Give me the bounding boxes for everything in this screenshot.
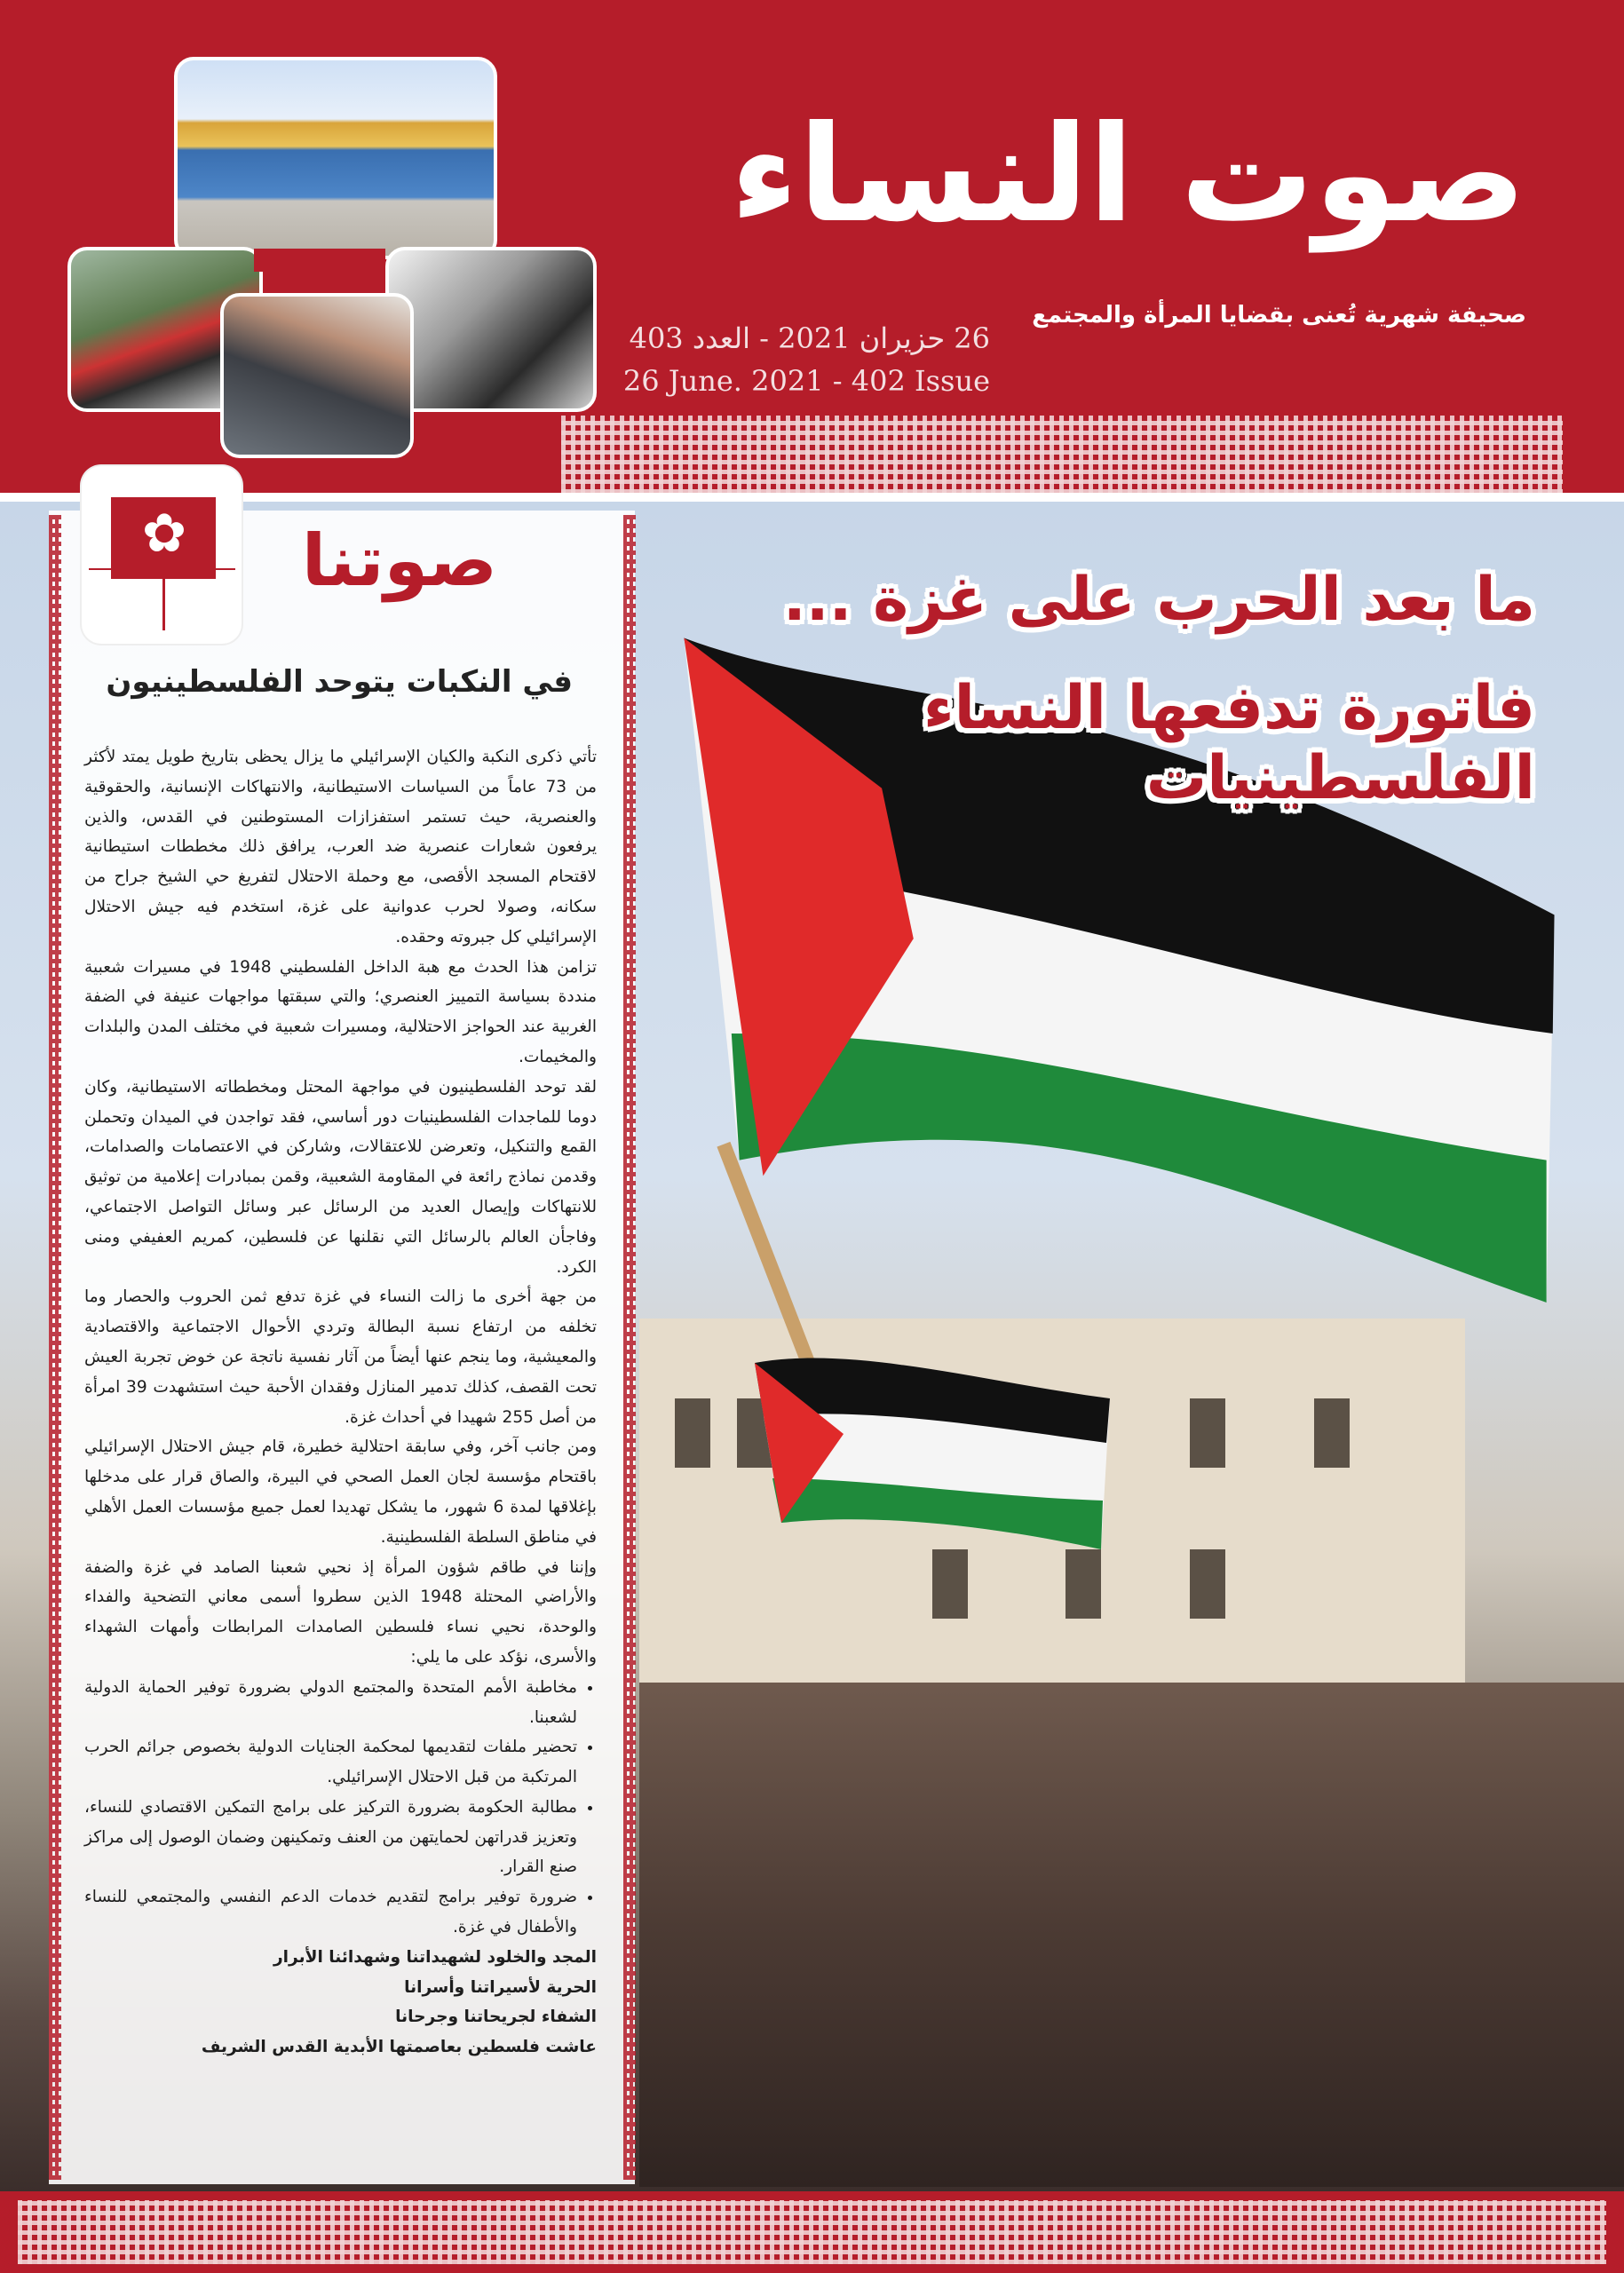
collage-accent-bar: [254, 249, 385, 272]
divider: [0, 493, 1624, 502]
collage-photo-soldier: [220, 293, 414, 458]
closing-line: المجد والخلود لشهيداتنا وشهدائنا الأبرار: [273, 1947, 597, 1967]
logo-stem: [162, 568, 165, 630]
column-title: صوتنا: [301, 519, 497, 602]
embroidery-border-left: [49, 515, 61, 2180]
paragraph: من جهة أخرى ما زالت النساء في غزة تدفع ثمن الحروب والحصار وما تخلفه من ارتفاع نسبة البطالة وتردي الأحوال الاجتماعية والاقتصادية والمعيشية، وما ينجم عنها أيضاً من آثار نفسية ناتجة عن خوض تجربة العيش تحت القصف، كذلك تدمير المنازل وفقدان الأحبة حيث استشهدت 39 امرأة من أصل 255 شهيدا في أحداث غزة.: [84, 1287, 598, 1427]
headline-line-2: فاتورة تدفعها النساء الفلسطينيات: [923, 673, 1535, 813]
list-item: • مطالبة الحكومة بضرورة التركيز على برامج التمكين الاقتصادي للنساء، وتعزيز قدراتهن لحمايتهن من العنف وتمكينهن وضمان الوصول إلى مراكز صنع القرار.: [84, 1793, 577, 1882]
list-item: • مخاطبة الأمم المتحدة والمجتمع الدولي بضرورة توفير الحماية الدولية لشعبنا.: [84, 1673, 577, 1733]
paragraph: لقد توحد الفلسطينيون في مواجهة المحتل ومخططاته الاستيطانية، وكان دوما للماجدات الفلسطينيات دور أساسي، فقد تواجدن في الميدان وتحملن القمع والتنكيل، وتعرضن للاعتقالات، وشاركن في الاعتصامات والصدامات، وقدمن نماذج رائعة في المقاومة الشعبية، وقمن بمبادرات إعلامية من توثيق للانتهاكات وإيصال العديد من الرسائل عبر وسائل التواصل الاجتماعي، وفاجأن العالم بالرسائل التي نقلنها عن فلسطين، كمريم العفيفي ومنى الكرد.: [84, 1077, 597, 1277]
closing-line: الحرية لأسيراتنا وأسرانا: [404, 1977, 597, 1997]
closing-line: الشفاء لجريحاتنا وجرحانا: [395, 2008, 597, 2027]
paragraph: تأتي ذكرى النكبة والكيان الإسرائيلي ما يزال يحظى بتاريخ طويل يمتد لأكثر من 73 عاماً من السياسات الاستيطانية، والانتهاكات الإنسانية، والحقوقية والعنصرية، حيث تستمر استفزازات المستوطنين في القدس، والذين يرفعون شعارات عنصرية ضد العرب، يرافق ذلك مخططات استيطانية لاقتحام المسجد الأقصى، مع وحملة الاحتلال لتفريغ حي الشيخ جراح من سكانه، وصولا لحرب عدوانية على غزة، استخدم فيه جيش الاحتلال الإسرائيلي كل جبروته وحقده.: [84, 748, 597, 946]
editorial-body: [84, 742, 597, 2063]
embroidery-border-right: [623, 515, 636, 2180]
paragraph: وإننا في طاقم شؤون المرأة إذ نحيي شعبنا الصامد في غزة والضفة والأراضي المحتلة 1948 الذين سطروا أسمى معاني التضحية والفداء والوحدة، نحيي نساء فلسطين الصامدات المرابطات وأمهات الشهداء والأسرى، نؤكد على ما يلي:: [84, 1557, 597, 1667]
flower-icon: ✿: [141, 503, 187, 565]
column-subtitle: في النكبات يتوحد الفلسطينيون: [106, 664, 573, 700]
demands-list: [84, 1673, 597, 1943]
issue-date-arabic: 26 حزيران 2021 - العدد 403: [629, 321, 990, 355]
list-item: • تحضير ملفات لتقديمها لمحكمة الجنايات الدولية بخصوص جرائم الحرب المرتكبة من قبل الاحتلال الإسرائيلي.: [84, 1732, 577, 1793]
small-flag: [746, 1345, 1119, 1576]
list-item: • ضرورة توفير برامج لتقديم خدمات الدعم النفسي والمجتمعي للنساء والأطفال في غزة.: [84, 1882, 577, 1943]
headline-line-1: ما بعد الحرب على غزة ...: [782, 565, 1535, 635]
crowd: [639, 1683, 1624, 2187]
collage-photo-dome: [174, 57, 497, 259]
paragraph: ومن جانب آخر، وفي سابقة احتلالية خطيرة، قام جيش الاحتلال الإسرائيلي باقتحام مؤسسة لجان العمل الصحي في البيرة، والصاق قرار على مدخلها بإغلاقها لمدة 6 شهور، ما يشكل تهديدا لعمل جميع مؤسسات العمل الأهلي في مناطق السلطة الفلسطينية.: [84, 1437, 597, 1547]
newspaper-title: صوت النساء: [730, 98, 1526, 252]
embroidery-pattern-top: [561, 416, 1563, 494]
closing-line: عاشت فلسطين بعاصمتها الأبدية القدس الشريف: [201, 2038, 597, 2057]
issue-date-english: 26 June. 2021 - 402 Issue: [622, 364, 990, 398]
paragraph: تزامن هذا الحدث مع هبة الداخل الفلسطيني 1948 في مسيرات شعبية منددة بسياسة التمييز العنصري؛ والتي سبقتها مواجهات عنيفة في الضفة الغربية عند الحواجز الاحتلالية، ومسيرات شعبية في مختلف المدن والبلدات والمخيمات.: [84, 957, 597, 1066]
embroidery-pattern-bottom: [18, 2200, 1606, 2264]
logo-rule: [89, 568, 235, 570]
newspaper-tagline: صحيفة شهرية تُعنى بقضايا المرأة والمجتمع: [1032, 302, 1526, 329]
